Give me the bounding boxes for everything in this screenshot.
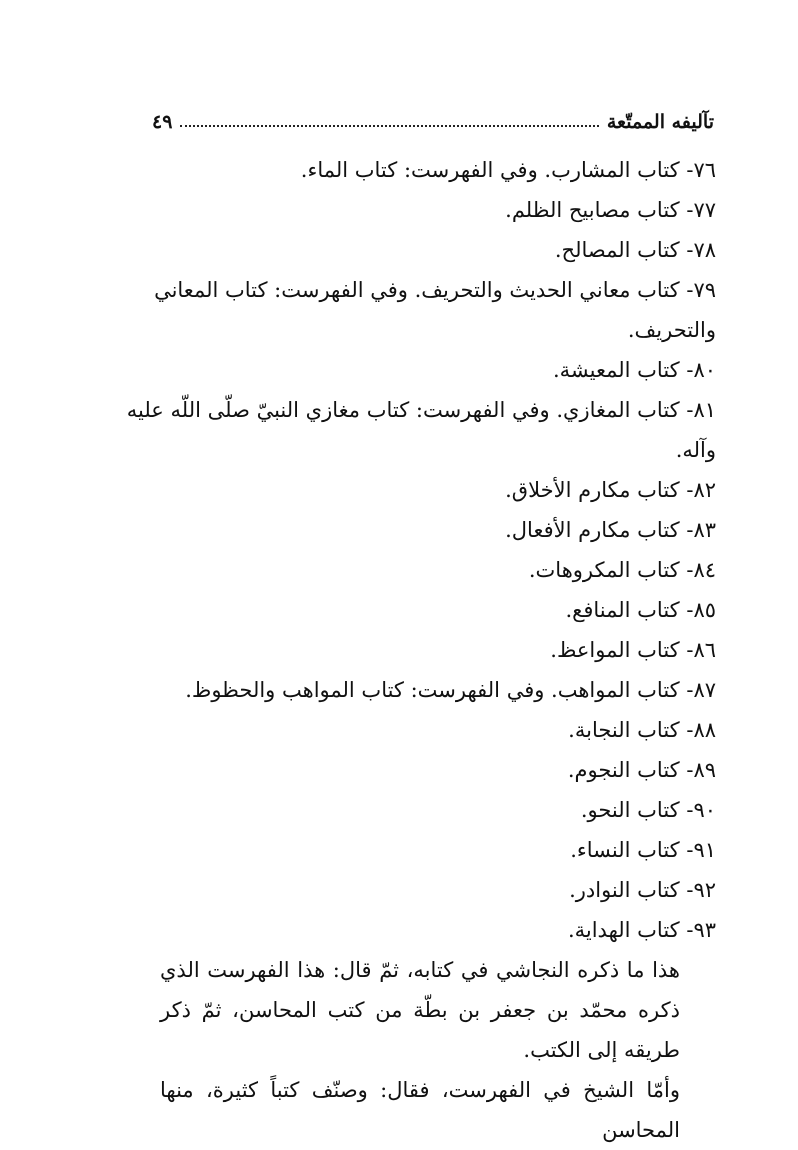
list-item: ٨١- كتاب المغازي. وفي الفهرست: كتاب مغازي النبيّ صلّى اللّه عليه	[126, 398, 716, 422]
list-item: ٨٤- كتاب المكروهات.	[528, 558, 716, 582]
list-item: ٧٧- كتاب مصابيح الظلم.	[505, 198, 716, 222]
list-item: ٨٢- كتاب مكارم الأخلاق.	[505, 478, 716, 502]
body-paragraph: هذا ما ذكره النجاشي في كتابه، ثمّ قال: هذا الفهرست الذي ذكره محمّد بن جعفر بن بطّة من كتب المحاسن، ثمّ ذكر طريقه إلى الكتب.	[160, 958, 680, 1062]
list-item: ٨٣- كتاب مكارم الأفعال.	[505, 518, 716, 542]
list-item: ٩٠- كتاب النحو.	[580, 798, 716, 822]
list-item: ٨٠- كتاب المعيشة.	[552, 358, 716, 382]
running-header	[152, 98, 714, 132]
list-item-continuation: وآله.	[675, 438, 716, 462]
list-item: ٩٢- كتاب النوادر.	[569, 878, 716, 902]
page-body	[126, 150, 716, 1150]
list-item: ٩١- كتاب النساء.	[570, 838, 716, 862]
list-item: ٨٩- كتاب النجوم.	[567, 758, 716, 782]
list-item: ٧٦- كتاب المشارب. وفي الفهرست: كتاب الماء.	[300, 158, 716, 182]
list-item: ٧٨- كتاب المصالح.	[554, 238, 716, 262]
dot-leader	[180, 125, 598, 127]
list-item: ٨٧- كتاب المواهب. وفي الفهرست: كتاب المواهب والحظوظ.	[185, 678, 716, 702]
list-item: ٨٨- كتاب النجابة.	[568, 718, 716, 742]
running-header-title: تآليفه الممتّعة	[606, 111, 714, 133]
list-item-continuation: والتحريف.	[627, 318, 716, 342]
list-item: ٨٥- كتاب المنافع.	[565, 598, 716, 622]
list-item: ٨٦- كتاب المواعظ.	[550, 638, 716, 662]
list-item: ٩٣- كتاب الهداية.	[567, 918, 716, 942]
body-paragraph: وأمّا الشيخ في الفهرست، فقال: وصنّف كتباً كثيرة، منها المحاسن	[160, 1078, 680, 1142]
list-item: ٧٩- كتاب معاني الحديث والتحريف. وفي الفهرست: كتاب المعاني	[154, 278, 716, 302]
page-number: ٤٩	[152, 111, 173, 133]
